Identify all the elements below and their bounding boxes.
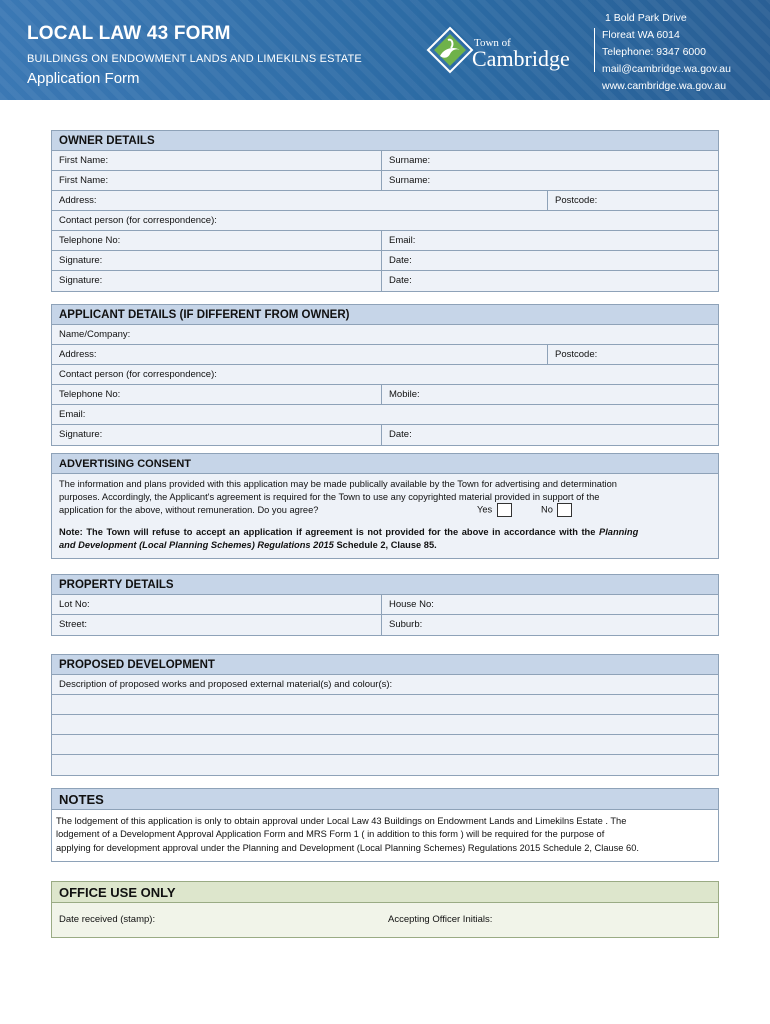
owner-first-name-field-2[interactable]: First Name: [52,171,382,190]
office-use-body [52,903,718,937]
applicant-postcode-field[interactable]: Postcode: [555,349,598,360]
applicant-name-row [52,325,718,345]
owner-contact-row [52,211,718,231]
notes-line-1: The lodgement of this application is only to obtain approval under Local Law 43 Buildings on Endowment Lands and Limekilns Estate . The [56,816,627,826]
street-field[interactable]: Street: [52,615,382,635]
logo-town-text: Town of [474,37,511,49]
applicant-signature-row [52,425,718,445]
advertising-text-line-1: The information and plans provided with this application may be made publically available by the Town for advertising and determination [59,479,617,489]
owner-address-row [52,191,718,211]
development-description-line-4[interactable] [52,755,718,775]
notes-body [52,810,718,861]
owner-telephone-field[interactable]: Telephone No: [52,231,382,250]
consent-yes-option [477,503,512,517]
owner-details-section [51,130,719,292]
contact-suburb: Floreat WA 6014 [602,29,680,41]
property-details-heading: PROPERTY DETAILS [52,575,718,595]
notes-section [51,788,719,862]
owner-first-name-field[interactable]: First Name: [52,151,382,170]
advertising-note [59,526,711,552]
owner-signature-row-1 [52,251,718,271]
development-description-label: Description of proposed works and proposed external material(s) and colour(s): [59,679,393,690]
applicant-address-field[interactable]: Address: [52,345,548,364]
applicant-details-section [51,304,719,446]
owner-details-heading: OWNER DETAILS [52,131,718,151]
applicant-contact-person-field[interactable]: Contact person (for correspondence): [59,369,217,380]
applicant-date-field[interactable]: Date: [389,429,412,440]
note-prefix: Note: The Town will refuse to accept an application if agreement is not provided for the above in accordance with the [59,526,596,537]
office-use-section [51,881,719,938]
advertising-consent-section [51,453,719,559]
notes-heading: NOTES [52,789,718,810]
office-use-heading: OFFICE USE ONLY [52,882,718,903]
date-received-field[interactable]: Date received (stamp): [59,914,156,925]
consent-yes-checkbox[interactable] [497,503,512,517]
property-details-section [51,574,719,636]
form-subtitle: BUILDINGS ON ENDOWMENT LANDS AND LIMEKILNS ESTATE [27,53,362,65]
advertising-question-text: application for the above, without remuneration. Do you agree? [59,505,319,516]
applicant-telephone-field[interactable]: Telephone No: [52,385,382,404]
note-italic-regulations: and Development (Local Planning Schemes) Regulations 2015 [59,539,334,550]
owner-postcode-field[interactable]: Postcode: [555,195,598,206]
lot-number-field[interactable]: Lot No: [52,595,382,614]
owner-signature-field[interactable]: Signature: [52,251,382,270]
contact-telephone: Telephone: 9347 6000 [602,46,706,58]
applicant-address-row [52,345,718,365]
applicant-signature-field[interactable]: Signature: [52,425,382,445]
applicant-phone-row [52,385,718,405]
proposed-development-heading: PROPOSED DEVELOPMENT [52,655,718,675]
applicant-email-row [52,405,718,425]
contact-block [602,10,731,95]
notes-line-2: lodgement of a Development Approval Application Form and MRS Form 1 ( in addition to this form ) will be required for the purpose of [56,829,605,840]
development-description-line-2[interactable] [52,715,718,735]
officer-initials-field[interactable]: Accepting Officer Initials: [388,914,493,925]
development-description-line-3[interactable] [52,735,718,755]
form-type: Application Form [27,70,140,87]
owner-address-field[interactable]: Address: [52,191,548,210]
advertising-text-line-2: purposes. Accordingly, the Applicant's agreement is required for the Town to use any copyrighted material provided in support of the [59,492,600,503]
contact-address: 1 Bold Park Drive [605,12,687,24]
owner-name-row-2 [52,171,718,191]
owner-surname-field-2[interactable]: Surname: [389,175,431,186]
suburb-field[interactable]: Suburb: [389,619,423,630]
consent-yes-label: Yes [477,504,493,515]
owner-signature-row-2 [52,271,718,291]
owner-phone-row [52,231,718,251]
logo-name-text: Cambridge [472,46,570,71]
owner-signature-field-2[interactable]: Signature: [52,271,382,291]
note-suffix: Schedule 2, Clause 85. [336,539,437,550]
owner-name-row-1 [52,151,718,171]
applicant-details-heading: APPLICANT DETAILS (IF DIFFERENT FROM OWNER) [52,305,718,325]
house-number-field[interactable]: House No: [389,599,434,610]
swan-logo-icon [426,26,474,74]
form-header [0,0,770,100]
owner-date-field[interactable]: Date: [389,255,412,266]
applicant-name-company-field[interactable]: Name/Company: [59,329,131,340]
proposed-development-section [51,654,719,776]
advertising-consent-heading: ADVERTISING CONSENT [52,454,718,474]
owner-email-field[interactable]: Email: [389,235,416,246]
owner-date-field-2[interactable]: Date: [389,275,412,286]
contact-website[interactable]: www.cambridge.wa.gov.au [602,80,727,92]
advertising-question-row [59,504,711,517]
note-italic-planning: Planning [599,526,639,537]
contact-email[interactable]: mail@cambridge.wa.gov.au [602,63,731,75]
advertising-consent-body [52,474,718,558]
owner-surname-field[interactable]: Surname: [389,155,431,166]
form-title: LOCAL LAW 43 FORM [27,23,231,44]
consent-no-checkbox[interactable] [557,503,572,517]
applicant-email-field[interactable]: Email: [59,409,86,420]
logo-divider [594,28,595,72]
applicant-contact-row [52,365,718,385]
property-lot-row [52,595,718,615]
applicant-mobile-field[interactable]: Mobile: [389,389,420,400]
development-description-row [52,675,718,695]
development-description-line-1[interactable] [52,695,718,715]
owner-contact-person-field[interactable]: Contact person (for correspondence): [59,215,217,226]
notes-line-3: applying for development approval under the Planning and Development (Local Planning Schemes) Regulations 2015 Schedule 2, Clause 60. [56,842,639,853]
consent-no-option [541,503,572,517]
property-street-row [52,615,718,635]
consent-no-label: No [541,504,553,515]
